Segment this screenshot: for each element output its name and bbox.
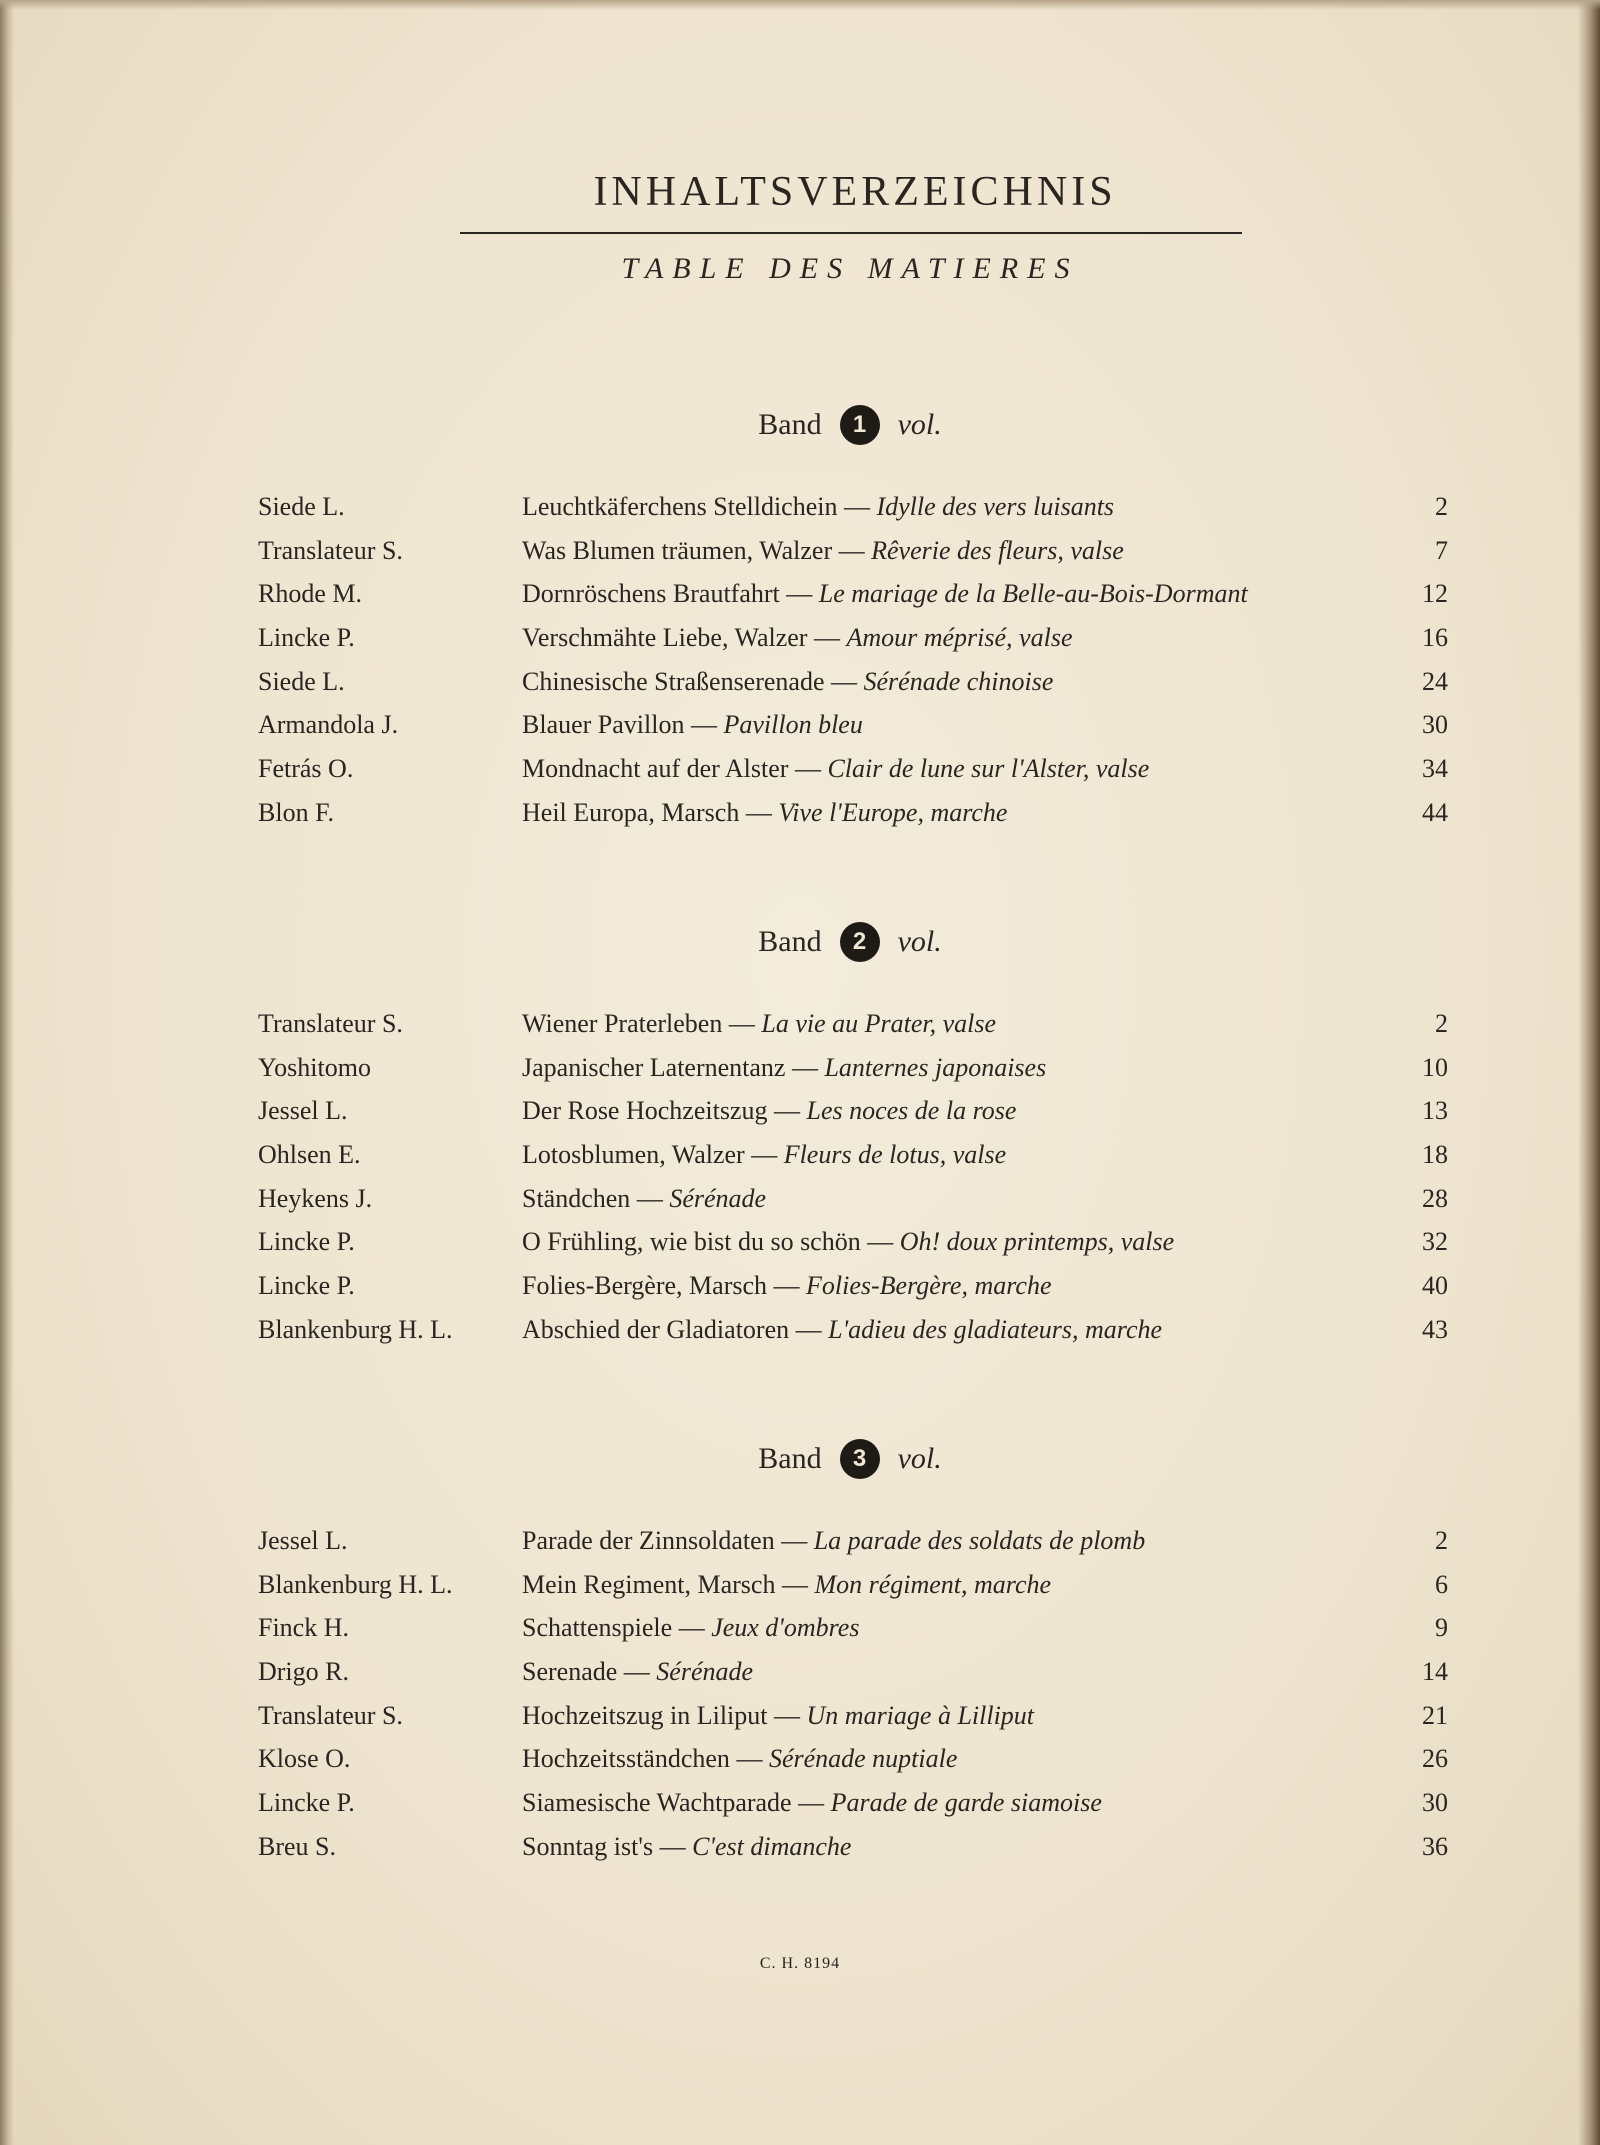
page-number: 28 bbox=[1422, 1183, 1448, 1213]
volume-2-entries bbox=[258, 1002, 1448, 1352]
list-item bbox=[258, 1737, 1448, 1781]
page-number: 6 bbox=[1435, 1569, 1448, 1599]
work-title bbox=[522, 529, 1124, 573]
title-french: Sérénade chinoise bbox=[863, 666, 1054, 696]
title-german: Chinesische Straßenserenade bbox=[522, 666, 825, 696]
work-title bbox=[522, 1133, 1006, 1177]
title-french: Sérénade bbox=[656, 1657, 754, 1687]
list-item bbox=[258, 1308, 1448, 1352]
composer-name: Siede L. bbox=[258, 666, 345, 696]
title-separator: — bbox=[786, 579, 813, 609]
page-number: 9 bbox=[1435, 1613, 1448, 1643]
title-french: La parade des soldats de plomb bbox=[813, 1526, 1146, 1555]
work-title bbox=[522, 1563, 1051, 1607]
work-title bbox=[522, 1519, 1145, 1563]
list-item bbox=[258, 1089, 1448, 1133]
work-title bbox=[522, 1308, 1162, 1352]
volume-1-entries bbox=[258, 485, 1448, 835]
composer-name: Breu S. bbox=[258, 1831, 336, 1861]
composer-name: Blankenburg H. L. bbox=[258, 1569, 453, 1599]
title-french: Pavillon bleu bbox=[723, 710, 863, 740]
work-title bbox=[522, 616, 1072, 660]
title-french: Amour méprisé, valse bbox=[846, 623, 1073, 653]
list-item bbox=[258, 1606, 1448, 1650]
title-french: Lanternes japonaises bbox=[824, 1052, 1047, 1082]
title-german: Parade der Zinnsoldaten bbox=[522, 1526, 775, 1555]
list-item bbox=[258, 1133, 1448, 1177]
volume-label: Band bbox=[758, 925, 822, 958]
work-title bbox=[522, 660, 1053, 704]
page-number: 2 bbox=[1435, 492, 1448, 521]
page-number: 18 bbox=[1422, 1140, 1448, 1170]
list-item bbox=[258, 1264, 1448, 1308]
title-german: Dornröschens Brautfahrt bbox=[522, 579, 780, 609]
page-number: 13 bbox=[1422, 1096, 1448, 1126]
work-title bbox=[522, 1177, 766, 1221]
title-separator: — bbox=[838, 535, 865, 565]
list-item bbox=[258, 1046, 1448, 1090]
title-separator: — bbox=[867, 1227, 894, 1257]
page-number: 32 bbox=[1422, 1227, 1448, 1257]
title-separator: — bbox=[795, 1314, 822, 1344]
volume-number-badge: 3 bbox=[840, 1439, 880, 1479]
title-separator: — bbox=[623, 1657, 650, 1687]
title-separator: — bbox=[773, 1271, 800, 1301]
title-french: La vie au Prater, valse bbox=[761, 1009, 997, 1038]
title-separator: — bbox=[774, 1700, 801, 1730]
composer-name: Armandola J. bbox=[258, 710, 399, 740]
title-german: Schattenspiele bbox=[522, 1613, 673, 1643]
title-french: Le mariage de la Belle-au-Bois-Dormant bbox=[818, 579, 1248, 609]
page-number: 30 bbox=[1422, 710, 1448, 740]
title-divider bbox=[460, 232, 1242, 234]
composer-name: Finck H. bbox=[258, 1613, 349, 1643]
title-french: Les noces de la rose bbox=[806, 1096, 1017, 1126]
composer-name: Translateur S. bbox=[258, 1700, 403, 1730]
list-item bbox=[258, 1650, 1448, 1694]
page-number: 2 bbox=[1435, 1009, 1448, 1038]
list-item bbox=[258, 616, 1448, 660]
page-number: 40 bbox=[1422, 1271, 1448, 1301]
title-separator: — bbox=[728, 1009, 755, 1038]
title-german: Mondnacht auf der Alster bbox=[522, 754, 789, 784]
volume-3-entries bbox=[258, 1519, 1448, 1869]
title-german: Wiener Praterleben bbox=[522, 1009, 723, 1038]
page-edge-top bbox=[0, 0, 1600, 10]
composer-name: Translateur S. bbox=[258, 535, 403, 565]
title-german: Serenade bbox=[522, 1657, 618, 1687]
page-number: 12 bbox=[1422, 579, 1448, 609]
title-german: Leuchtkäferchens Stelldichein bbox=[522, 492, 838, 521]
composer-name: Yoshitomo bbox=[258, 1052, 371, 1082]
title-separator: — bbox=[813, 623, 840, 653]
list-item bbox=[258, 660, 1448, 704]
title-separator: — bbox=[773, 1096, 800, 1126]
work-title bbox=[522, 1046, 1046, 1090]
title-german: O Frühling, wie bist du so schön bbox=[522, 1227, 861, 1257]
volume-number-badge: 2 bbox=[840, 922, 880, 962]
title-separator: — bbox=[659, 1831, 686, 1861]
title-french: Sérénade nuptiale bbox=[768, 1744, 958, 1774]
plate-number: C. H. 8194 bbox=[759, 1955, 841, 1972]
title-french: Idylle des vers luisants bbox=[876, 492, 1115, 521]
title-french: Clair de lune sur l'Alster, valse bbox=[827, 754, 1150, 784]
work-title bbox=[522, 703, 863, 747]
list-item bbox=[258, 747, 1448, 791]
page-number: 26 bbox=[1422, 1744, 1448, 1774]
list-item bbox=[258, 1563, 1448, 1607]
work-title bbox=[522, 747, 1149, 791]
title-separator: — bbox=[736, 1744, 763, 1774]
work-title bbox=[522, 1606, 859, 1650]
title-french: Jeux d'ombres bbox=[711, 1613, 860, 1643]
title-separator: — bbox=[690, 710, 717, 740]
volume-suffix: vol. bbox=[897, 408, 942, 441]
title-french: Rêverie des fleurs, valse bbox=[871, 535, 1124, 565]
work-title bbox=[522, 1089, 1016, 1133]
title-separator: — bbox=[831, 666, 858, 696]
title-german: Mein Regiment, Marsch bbox=[522, 1569, 776, 1599]
work-title bbox=[522, 1737, 957, 1781]
page-number: 24 bbox=[1422, 666, 1448, 696]
work-title bbox=[522, 791, 1007, 835]
composer-name: Drigo R. bbox=[258, 1657, 349, 1687]
page-number: 2 bbox=[1435, 1526, 1448, 1555]
page-number: 7 bbox=[1435, 535, 1448, 565]
work-title bbox=[522, 1694, 1034, 1738]
list-item bbox=[258, 485, 1448, 529]
composer-name: Heykens J. bbox=[258, 1183, 373, 1213]
title-french: C'est dimanche bbox=[692, 1831, 852, 1861]
list-item bbox=[258, 1825, 1448, 1869]
list-item bbox=[258, 1220, 1448, 1264]
work-title bbox=[522, 1002, 996, 1046]
title-german: Der Rose Hochzeitszug bbox=[522, 1096, 768, 1126]
title-separator: — bbox=[636, 1183, 663, 1213]
title-german: Hochzeitszug in Liliput bbox=[522, 1700, 768, 1730]
volume-3-heading bbox=[0, 1439, 1600, 1479]
list-item bbox=[258, 703, 1448, 747]
title-french: Mon régiment, marche bbox=[814, 1569, 1052, 1599]
work-title bbox=[522, 572, 1248, 616]
composer-name: Lincke P. bbox=[258, 1788, 355, 1818]
list-item bbox=[258, 1177, 1448, 1221]
title-german: Sonntag ist's bbox=[522, 1831, 654, 1861]
composer-name: Blon F. bbox=[258, 797, 334, 827]
composer-name: Ohlsen E. bbox=[258, 1140, 361, 1170]
list-item bbox=[258, 1519, 1448, 1563]
title-separator: — bbox=[843, 492, 870, 521]
title-german: Folies-Bergère, Marsch bbox=[522, 1271, 768, 1301]
title-german: Lotosblumen, Walzer bbox=[522, 1140, 745, 1170]
composer-name: Siede L. bbox=[258, 492, 345, 521]
composer-name: Lincke P. bbox=[258, 1227, 355, 1257]
composer-name: Lincke P. bbox=[258, 1271, 355, 1301]
title-separator: — bbox=[745, 797, 772, 827]
title-french: Folies-Bergère, marche bbox=[806, 1271, 1052, 1301]
page-number: 36 bbox=[1422, 1831, 1448, 1861]
composer-name: Translateur S. bbox=[258, 1009, 403, 1038]
volume-label: Band bbox=[758, 1442, 822, 1475]
composer-name: Jessel L. bbox=[258, 1526, 348, 1555]
composer-name: Fetrás O. bbox=[258, 754, 354, 784]
title-german: Was Blumen träumen, Walzer bbox=[522, 535, 833, 565]
title-german: Blauer Pavillon bbox=[522, 710, 685, 740]
title-german: Heil Europa, Marsch bbox=[522, 797, 740, 827]
title-separator: — bbox=[791, 1052, 818, 1082]
title-french: L'adieu des gladiateurs, marche bbox=[828, 1314, 1163, 1344]
list-item bbox=[258, 1002, 1448, 1046]
title-german: Japanischer Laternentanz bbox=[522, 1052, 786, 1082]
title-separator: — bbox=[781, 1526, 808, 1555]
page-number: 30 bbox=[1422, 1788, 1448, 1818]
list-item bbox=[258, 572, 1448, 616]
page-number: 21 bbox=[1422, 1700, 1448, 1730]
title-french: Fleurs de lotus, valse bbox=[783, 1140, 1007, 1170]
work-title bbox=[522, 485, 1114, 529]
list-item bbox=[258, 791, 1448, 835]
title-french: Oh! doux printemps, valse bbox=[899, 1227, 1175, 1257]
title-german: Hochzeitsständchen bbox=[522, 1744, 730, 1774]
composer-name: Lincke P. bbox=[258, 623, 355, 653]
volume-1-heading bbox=[0, 405, 1600, 445]
work-title bbox=[522, 1650, 753, 1694]
page-number: 14 bbox=[1422, 1657, 1448, 1687]
page-number: 34 bbox=[1422, 754, 1448, 784]
work-title bbox=[522, 1825, 851, 1869]
title-german: Abschied der Gladiatoren bbox=[522, 1314, 790, 1344]
volume-number-badge: 1 bbox=[840, 405, 880, 445]
page-number: 43 bbox=[1422, 1314, 1448, 1344]
composer-name: Rhode M. bbox=[258, 579, 362, 609]
title-french: Un mariage à Lilliput bbox=[806, 1700, 1035, 1730]
title-german: Verschmähte Liebe, Walzer bbox=[522, 623, 808, 653]
title-french: Sérénade bbox=[669, 1183, 767, 1213]
list-item bbox=[258, 529, 1448, 573]
work-title bbox=[522, 1264, 1051, 1308]
list-item bbox=[258, 1781, 1448, 1825]
title-separator: — bbox=[798, 1788, 825, 1818]
work-title bbox=[522, 1220, 1174, 1264]
volume-suffix: vol. bbox=[897, 1442, 942, 1475]
page-number: 44 bbox=[1422, 797, 1448, 827]
page-number: 10 bbox=[1422, 1052, 1448, 1082]
composer-name: Blankenburg H. L. bbox=[258, 1314, 453, 1344]
composer-name: Klose O. bbox=[258, 1744, 351, 1774]
title-separator: — bbox=[751, 1140, 778, 1170]
volume-suffix: vol. bbox=[897, 925, 942, 958]
title-french: Vive l'Europe, marche bbox=[778, 797, 1008, 827]
title-separator: — bbox=[678, 1613, 705, 1643]
title-french: Parade de garde siamoise bbox=[830, 1788, 1102, 1818]
list-item bbox=[258, 1694, 1448, 1738]
page-edge-right bbox=[1578, 0, 1600, 2145]
page-subtitle: TABLE DES MATIERES bbox=[621, 252, 1079, 285]
title-german: Ständchen bbox=[522, 1183, 631, 1213]
page-number: 16 bbox=[1422, 623, 1448, 653]
page-title: INHALTSVERZEICHNIS bbox=[593, 169, 1117, 215]
title-separator: — bbox=[794, 754, 821, 784]
volume-label: Band bbox=[758, 408, 822, 441]
volume-2-heading bbox=[0, 922, 1600, 962]
title-german: Siamesische Wachtparade bbox=[522, 1788, 792, 1818]
title-separator: — bbox=[781, 1569, 808, 1599]
work-title bbox=[522, 1781, 1102, 1825]
page-edge-left bbox=[0, 0, 14, 2145]
composer-name: Jessel L. bbox=[258, 1096, 348, 1126]
